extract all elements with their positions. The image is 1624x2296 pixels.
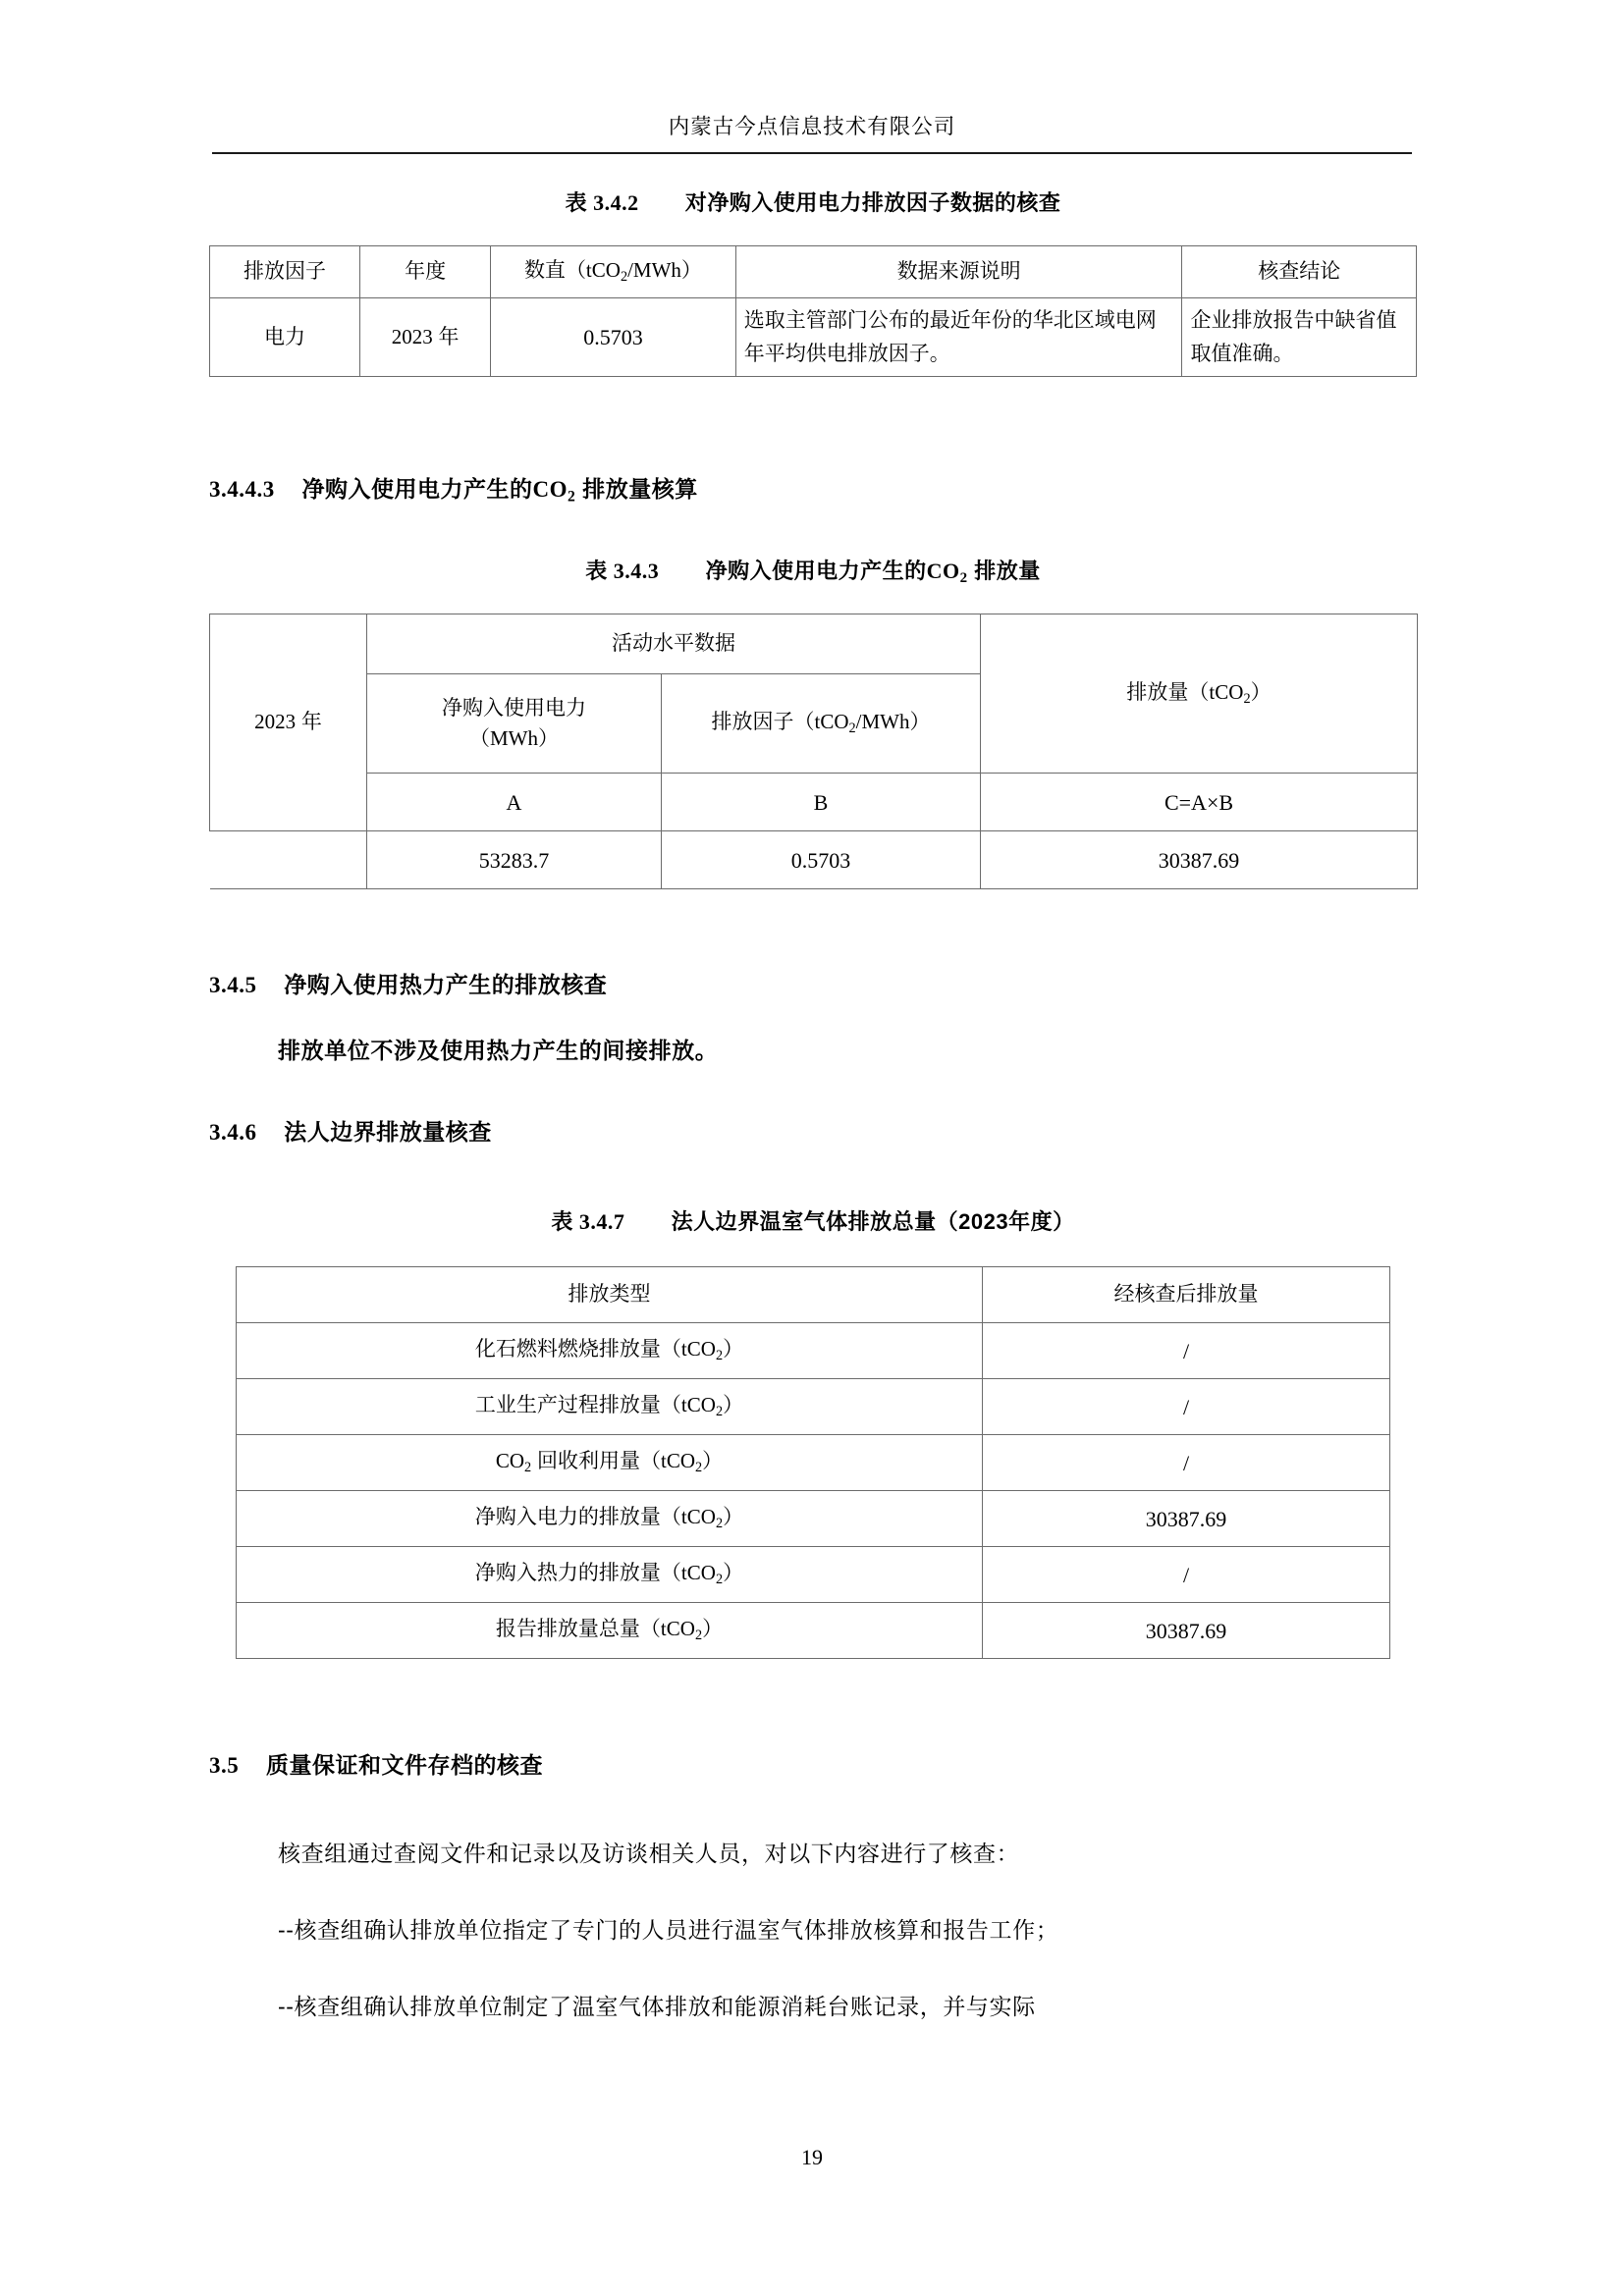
table-342-caption-number: 表 3.4.2 bbox=[565, 190, 639, 215]
cell-symbol-b: B bbox=[662, 774, 981, 831]
cell-type-net-heat: 净购入热力的排放量（tCO$_2$） bbox=[237, 1547, 983, 1603]
cell-header-value: 数直（tCO$_2$/MWh） bbox=[491, 246, 736, 298]
cell-header-verified-emissions: 经核查后排放量 bbox=[983, 1267, 1390, 1323]
table-emission-factor-review bbox=[209, 245, 1417, 377]
cell-value: 0.5703 bbox=[491, 298, 736, 377]
table-electricity-emissions bbox=[209, 614, 1418, 889]
section-3443-formula: $CO_2$ bbox=[532, 477, 576, 506]
table-342-caption-text: 对净购入使用电力排放因子数据的核查 bbox=[684, 190, 1061, 215]
section-3443-title-pre: 净购入使用电力产生的 bbox=[301, 476, 533, 502]
cell-header-source: 数据来源说明 bbox=[735, 246, 1182, 298]
cell-header-year: 年度 bbox=[360, 246, 491, 298]
cell-symbol-c: C=A×B bbox=[981, 774, 1418, 831]
table-row bbox=[237, 1323, 1390, 1379]
table-342-caption bbox=[209, 187, 1417, 217]
table-347-caption-text: 法人边界温室气体排放总量（2023年度） bbox=[671, 1209, 1075, 1234]
section-35-paragraph-2: --核查组确认排放单位指定了专门的人员进行温室气体排放核算和报告工作； bbox=[278, 1917, 1059, 1943]
table-343-caption-number: 表 3.4.3 bbox=[585, 559, 660, 583]
section-346-number: 3.4.6 bbox=[209, 1120, 257, 1145]
cell-type-co2-recovery: $CO_2$ 回收利用量（tCO$_2$） bbox=[237, 1435, 983, 1491]
cell-value-c: 30387.69 bbox=[981, 831, 1418, 889]
cell-value-net-heat: / bbox=[983, 1547, 1390, 1603]
section-35-paragraph-3: --核查组确认排放单位制定了温室气体排放和能源消耗台账记录，并与实际 bbox=[278, 1994, 1036, 2019]
cell-header-net-purchased-electricity bbox=[367, 674, 662, 774]
section-35-number: 3.5 bbox=[209, 1753, 240, 1778]
section-heading-345 bbox=[209, 967, 607, 999]
cell-header-factor: 排放因子 bbox=[210, 246, 360, 298]
section-346-title: 法人边界排放量核查 bbox=[284, 1119, 492, 1145]
cell-conclusion-text: 企业排放报告中缺省值取值准确。 bbox=[1182, 298, 1417, 377]
cell-header-col-a-line2: （MWh） bbox=[469, 726, 559, 750]
cell-symbol-a: A bbox=[367, 774, 662, 831]
table-343-caption-formula: $CO_2$ bbox=[926, 559, 968, 587]
cell-header-emissions: 排放量（tCO$_2$） bbox=[981, 614, 1418, 774]
cell-header-emission-factor: 排放因子（tCO$_2$/MWh） bbox=[662, 674, 981, 774]
cell-value-industrial-process: / bbox=[983, 1379, 1390, 1435]
section-heading-35 bbox=[209, 1747, 543, 1780]
section-heading-3443 bbox=[209, 471, 698, 506]
cell-header-emission-type: 排放类型 bbox=[237, 1267, 983, 1323]
section-35-title: 质量保证和文件存档的核查 bbox=[266, 1752, 544, 1778]
table-row bbox=[237, 1267, 1390, 1323]
table-row bbox=[237, 1491, 1390, 1547]
cell-type-industrial-process: 工业生产过程排放量（tCO$_2$） bbox=[237, 1379, 983, 1435]
section-345-number: 3.4.5 bbox=[209, 973, 257, 997]
table-343-caption-post: 排放量 bbox=[974, 559, 1041, 583]
table-row bbox=[237, 1547, 1390, 1603]
table-row bbox=[210, 614, 1418, 674]
table-row bbox=[210, 831, 1418, 889]
cell-header-col-a-line1: 净购入使用电力 bbox=[442, 696, 586, 720]
cell-value-fossil-fuel: / bbox=[983, 1323, 1390, 1379]
table-343-caption-pre: 净购入使用电力产生的 bbox=[705, 559, 927, 583]
cell-value-b: 0.5703 bbox=[662, 831, 981, 889]
cell-value-co2-recovery: / bbox=[983, 1435, 1390, 1491]
table-347-caption bbox=[209, 1205, 1417, 1236]
table-row bbox=[237, 1603, 1390, 1659]
page-header: 内蒙古今点信息技术有限公司 bbox=[668, 115, 956, 138]
section-heading-346 bbox=[209, 1114, 492, 1147]
cell-type-net-electricity: 净购入电力的排放量（tCO$_2$） bbox=[237, 1491, 983, 1547]
table-total-ghg-emissions bbox=[236, 1266, 1390, 1659]
cell-year: 2023 年 bbox=[360, 298, 491, 377]
table-343-caption bbox=[209, 555, 1417, 587]
cell-factor-electricity: 电力 bbox=[210, 298, 360, 377]
cell-header-conclusion: 核查结论 bbox=[1182, 246, 1417, 298]
cell-value-a: 53283.7 bbox=[367, 831, 662, 889]
cell-year-2023: 2023 年 bbox=[210, 614, 367, 831]
cell-source-text: 选取主管部门公布的最近年份的华北区域电网年平均供电排放因子。 bbox=[735, 298, 1182, 377]
cell-type-fossil-fuel: 化石燃料燃烧排放量（tCO$_2$） bbox=[237, 1323, 983, 1379]
section-3443-title-post: 排放量核算 bbox=[582, 476, 698, 502]
table-row bbox=[237, 1435, 1390, 1491]
section-35-paragraph-1: 核查组通过查阅文件和记录以及访谈相关人员，对以下内容进行了核查： bbox=[278, 1841, 1020, 1866]
table-row bbox=[237, 1379, 1390, 1435]
section-3443-number: 3.4.4.3 bbox=[209, 477, 275, 502]
table-row bbox=[210, 774, 1418, 831]
section-345-title: 净购入使用热力产生的排放核查 bbox=[284, 972, 608, 997]
page-number: 19 bbox=[801, 2145, 823, 2169]
cell-group-activity-data: 活动水平数据 bbox=[367, 614, 981, 674]
header-divider bbox=[212, 152, 1412, 154]
cell-value-net-electricity: 30387.69 bbox=[983, 1491, 1390, 1547]
cell-type-total-reported: 报告排放量总量（tCO$_2$） bbox=[237, 1603, 983, 1659]
table-row bbox=[210, 298, 1417, 377]
cell-value-total-reported: 30387.69 bbox=[983, 1603, 1390, 1659]
table-347-caption-number: 表 3.4.7 bbox=[551, 1209, 625, 1234]
table-row bbox=[210, 246, 1417, 298]
section-345-body: 排放单位不涉及使用热力产生的间接排放。 bbox=[278, 1038, 719, 1063]
